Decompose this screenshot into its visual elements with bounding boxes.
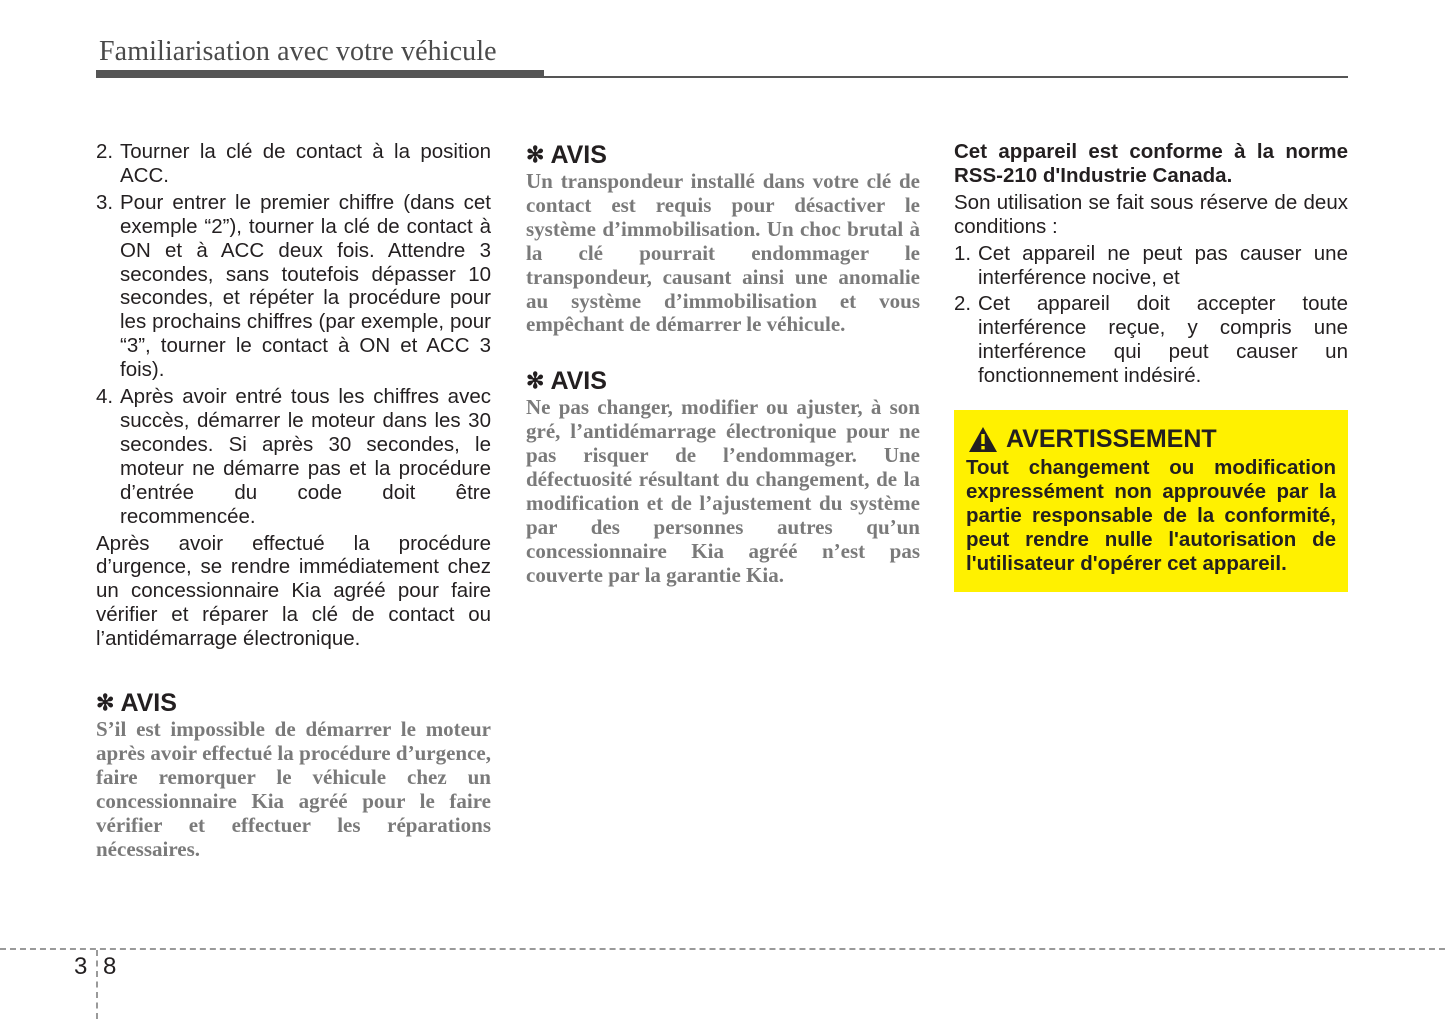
note-heading-label: AVIS	[120, 689, 177, 718]
warning-heading-label: AVERTISSEMENT	[1006, 425, 1217, 454]
follow-up-paragraph: Après avoir effectué la procédure d’urgence, se rendre immédiatement chez un concessionnaire Kia agréé pour faire vérifier et réparer la clé de contact ou l’antidémarrage électronique.	[96, 531, 491, 651]
warning-body: Tout changement ou modification expressément non approuvée par la partie responsable de la conformité, peut rendre nulle l'autorisation de l'utilisateur d'opérer cet appareil.	[966, 456, 1336, 575]
conditions-intro: Son utilisation se fait sous réserve de deux conditions :	[954, 190, 1348, 238]
asterisk-icon: ✻	[96, 690, 115, 716]
note-heading	[526, 140, 920, 170]
footer-divider	[0, 948, 1445, 950]
compliance-statement: Cet appareil est conforme à la norme RSS-210 d'Industrie Canada.	[954, 140, 1348, 187]
asterisk-icon: ✻	[526, 142, 545, 167]
warning-triangle-icon	[968, 426, 998, 453]
note-heading-label: AVIS	[550, 141, 607, 169]
header-rule-thick	[96, 70, 544, 78]
condition-number: 2.	[954, 292, 972, 316]
step-item	[96, 385, 491, 528]
condition-item	[954, 242, 1348, 290]
note-heading-label: AVIS	[550, 367, 607, 396]
condition-text: Cet appareil ne peut pas causer une interférence nocive, et	[978, 241, 1348, 289]
step-text: Pour entrer le premier chiffre (dans cet exemple “2”), tourner la clé de contact à ON et à ACC deux fois. Attendre 3 secondes, sans toutefois dépasser 10 secondes, et répéter la procédure pour les prochains chiffres (par exemple, pour “3”, tourner le contact à ON et ACC 3 fois).	[120, 190, 491, 382]
note-body: Ne pas changer, modifier ou ajuster, à son gré, l’antidémarrage électronique pour ne pas risquer de l’endommager. Une défectuosité résultant du changement, de la modification et de l’ajustement du système par des personnes autres qu’un concessionnaire Kia agréé n’est pas couverte par la garantie Kia.	[526, 395, 920, 587]
note-body: Un transpondeur installé dans votre clé de contact est requis pour désactiver le système d’immobilisation. Un choc brutal à la clé pourrait endommager le transpondeur, causant ainsi une anomalie au système d’immobilisation et vous empêchant de démarrer le véhicule.	[526, 169, 920, 337]
page-number: 8	[103, 953, 117, 980]
note-body: S’il est impossible de démarrer le moteur après avoir effectué la procédure d’urgence, faire remorquer le véhicule chez un concessionnaire Kia agréé pour le faire vérifier et effectuer les réparations nécessaires.	[96, 717, 491, 861]
column-middle	[526, 140, 920, 588]
step-item	[96, 191, 491, 382]
step-number: 3.	[96, 190, 114, 214]
step-number: 4.	[96, 385, 114, 409]
page-title: Familiarisation avec votre véhicule	[99, 36, 497, 67]
step-text: Après avoir entré tous les chiffres avec succès, démarrer le moteur dans les 30 secondes. Si après 30 secondes, le moteur ne démarre pas et la procédure d’entrée du code doit être recommencée.	[120, 385, 491, 528]
step-item	[96, 140, 491, 188]
note-heading	[526, 366, 920, 396]
header-rule-thin	[544, 76, 1348, 78]
condition-text: Cet appareil doit accepter toute interférence reçue, y compris une interférence qui peut causer un fonctionnement indésiré.	[978, 292, 1348, 388]
column-left	[96, 140, 491, 861]
column-right	[954, 140, 1348, 592]
warning-box	[954, 410, 1348, 592]
step-text: Tourner la clé de contact à la position ACC.	[120, 140, 491, 187]
step-number: 2.	[96, 140, 114, 163]
chapter-number: 3	[74, 953, 88, 980]
footer-vertical-divider	[96, 950, 98, 1019]
note-heading	[96, 688, 491, 718]
warning-heading	[966, 424, 1336, 454]
condition-number: 1.	[954, 241, 972, 265]
condition-item	[954, 292, 1348, 388]
asterisk-icon: ✻	[526, 368, 545, 394]
